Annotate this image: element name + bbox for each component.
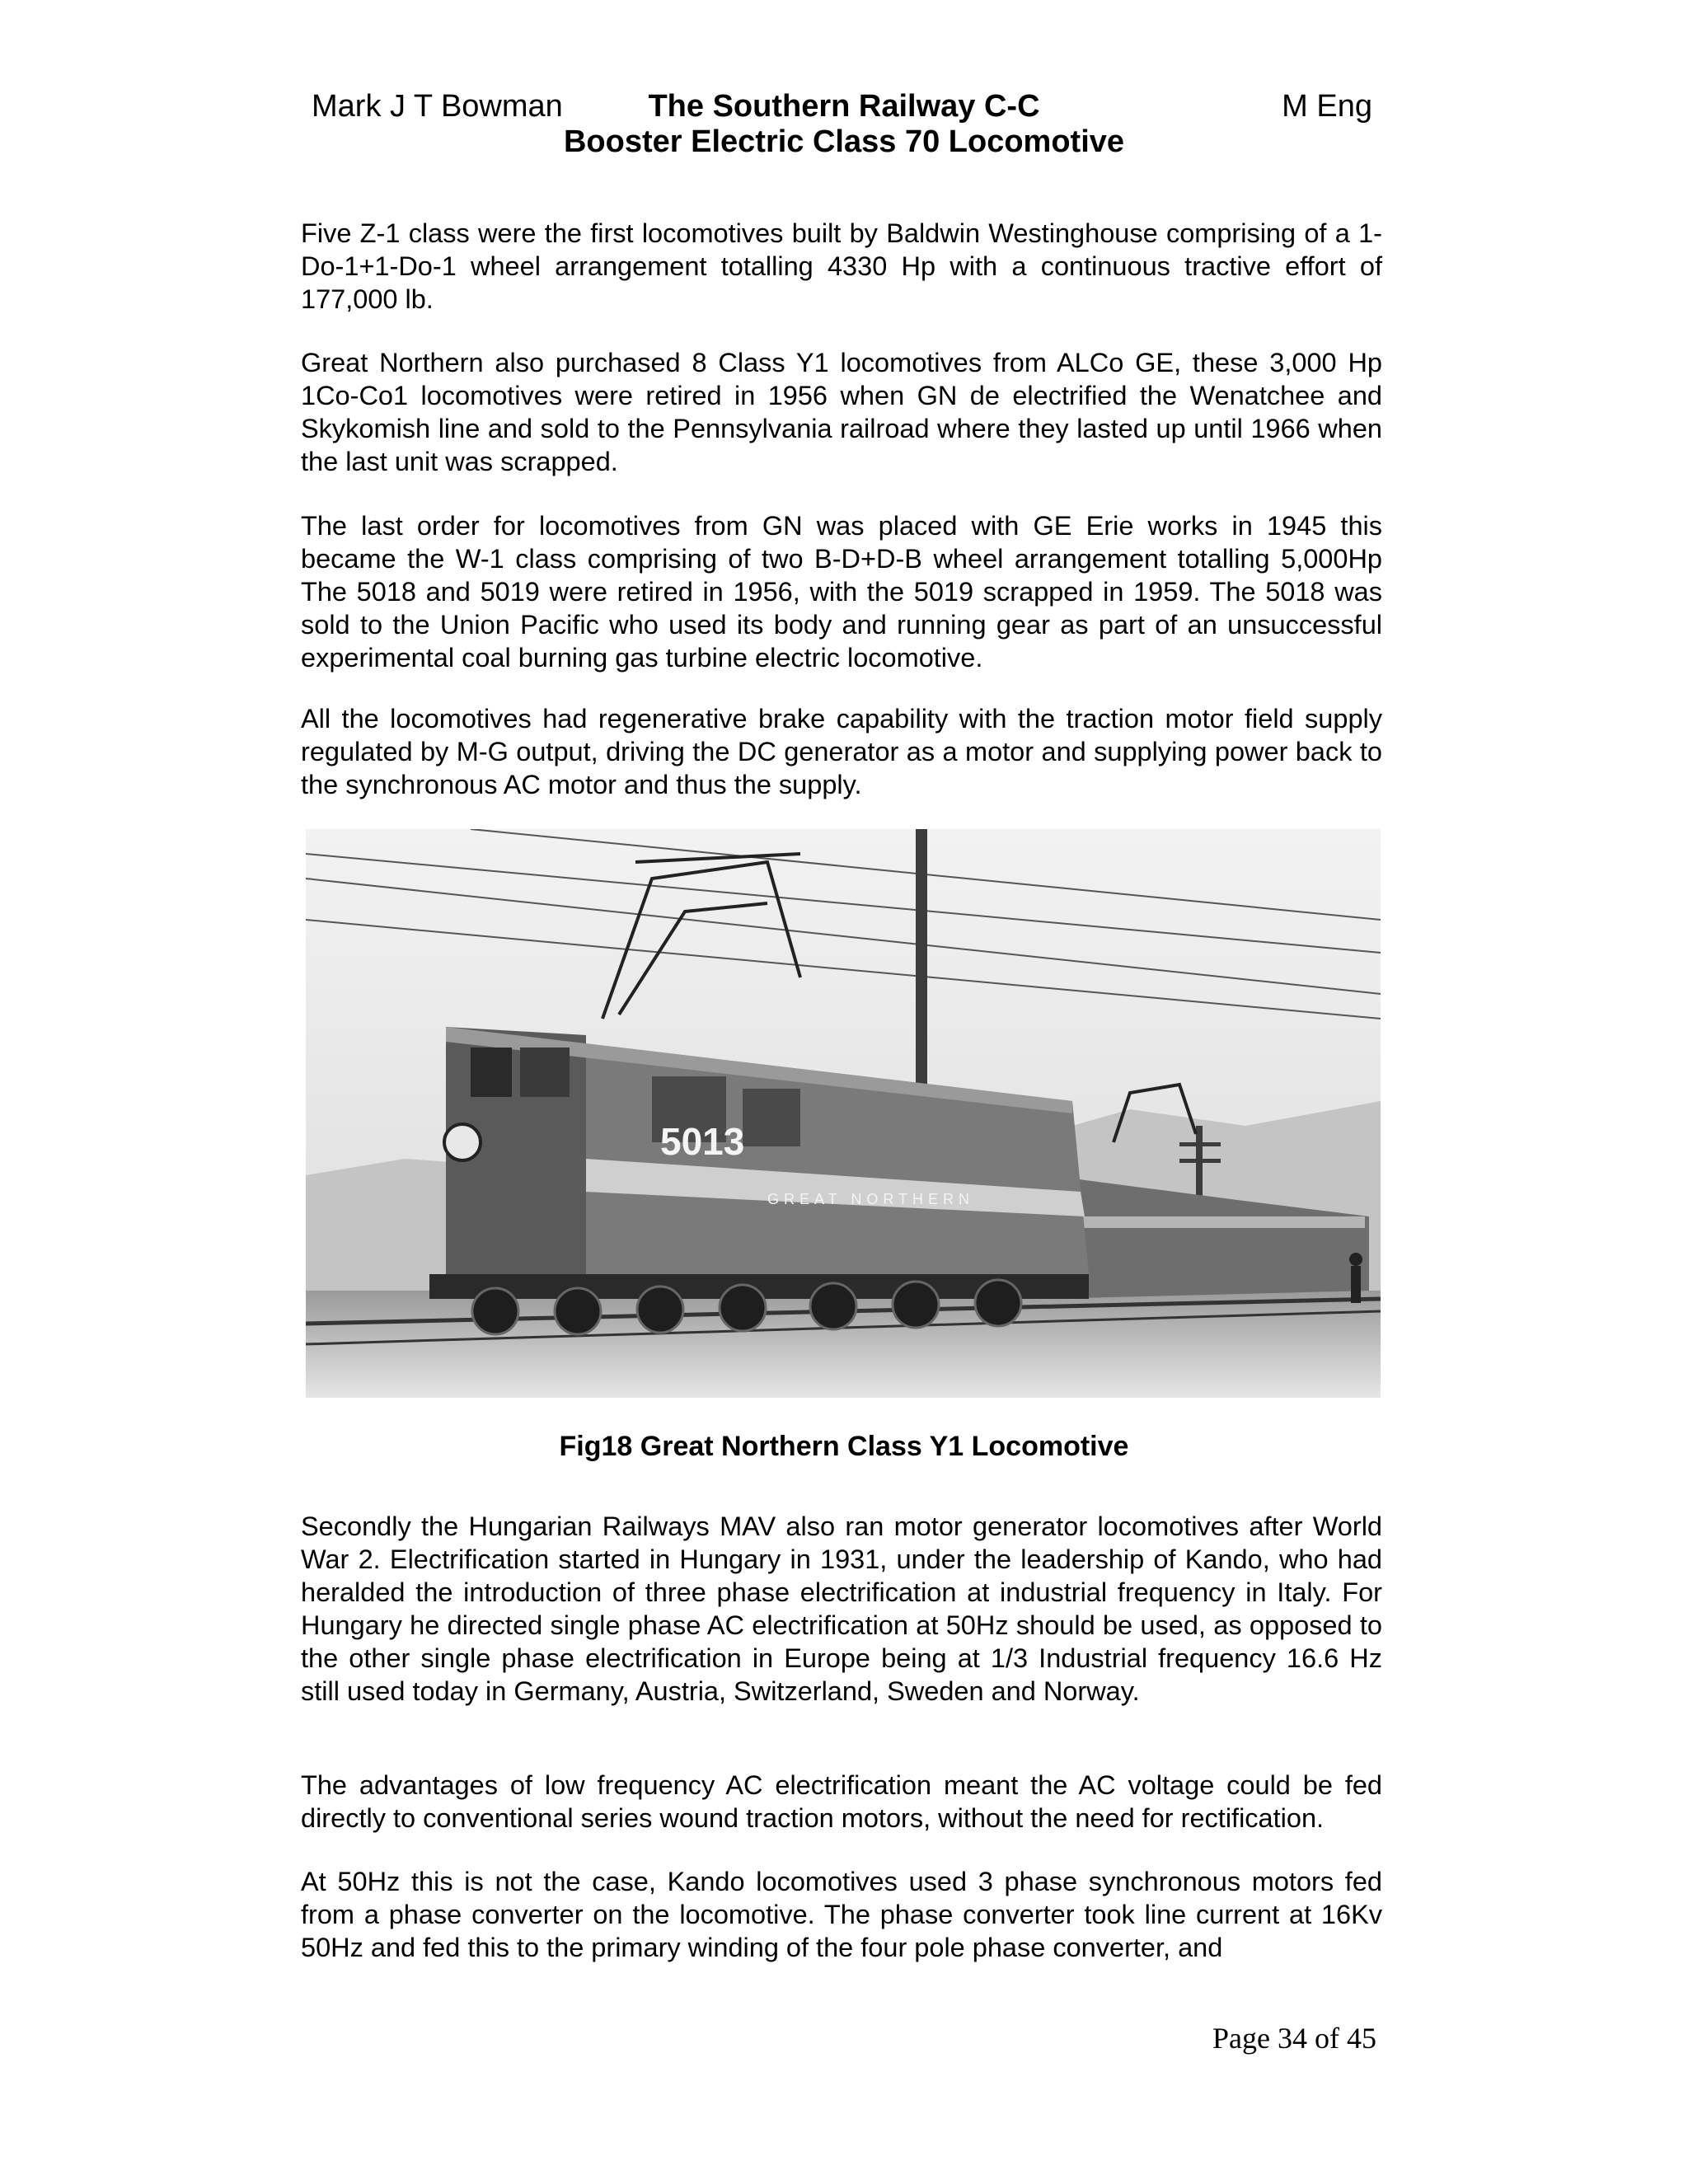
header-author: Mark J T Bowman bbox=[312, 89, 563, 124]
paragraph-kando-locomotives: At 50Hz this is not the case, Kando locomotives used 3 phase synchronous motors fed from a phase converter on the locomotive. The phase converter took line current at 16Kv 50Hz and fed this to the primary winding of the four pole phase converter, and bbox=[301, 1867, 1382, 1962]
paragraph-y1-class: Great Northern also purchased 8 Class Y1 locomotives from ALCo GE, these 3,000 Hp 1Co-Co1 locomotives were retired in 1956 when GN de electrified the Wenatchee and Skykomish line and sold to the Pennsylvania railroad where they lasted up until 1966 when the last unit was scrapped. bbox=[301, 348, 1382, 476]
locomotive-number: 5013 bbox=[660, 1120, 745, 1163]
paragraph-low-frequency-ac: The advantages of low frequency AC electrification meant the AC voltage could be fed directly to conventional series wound traction motors, without the need for rectification. bbox=[301, 1770, 1382, 1833]
paragraph-regenerative-brake: All the locomotives had regenerative brake capability with the traction motor field supply regulated by M-G output, driving the DC generator as a motor and supplying power back to the synchronous AC motor and thus the supply. bbox=[301, 704, 1382, 799]
figure-caption: Fig18 Great Northern Class Y1 Locomotive bbox=[559, 1431, 1129, 1462]
page-number: Page 34 of 45 bbox=[1212, 2022, 1376, 2055]
paragraph-z1-class: Five Z-1 class were the first locomotives built by Baldwin Westinghouse comprising of a 1-Do-1+1-Do-1 wheel arrangement totalling 4330 Hp with a continuous tractive effort of 177,000 lb. bbox=[301, 218, 1382, 314]
header-degree: M Eng bbox=[1282, 89, 1372, 124]
header-title-line2: Booster Electric Class 70 Locomotive bbox=[563, 124, 1125, 159]
locomotive-lettering: GREAT NORTHERN bbox=[767, 1191, 975, 1207]
locomotive-photo bbox=[306, 829, 1381, 1398]
header-title-line1: The Southern Railway C-C bbox=[648, 89, 1040, 124]
paragraph-w1-class: The last order for locomotives from GN was placed with GE Erie works in 1945 this became the W-1 class comprising of two B-D+D-B wheel arrangement totalling 5,000Hp The 5018 and 5019 were retired in 1956, with the 5019 scrapped in 1959. The 5018 was sold to the Union Pacific who used its body and running gear as part of an unsuccessful experimental coal burning gas turbine electric locomotive. bbox=[301, 511, 1382, 673]
paragraph-hungarian-railways: Secondly the Hungarian Railways MAV also ran motor generator locomotives after World War 2. Electrification started in Hungary in 1931, under the leadership of Kando, who had heralded the introduction of three phase electrification at industrial frequency in Italy. For Hungary he directed single phase AC electrification at 50Hz should be used, as opposed to the other single phase electrification in Europe being at 1/3 Industrial frequency 16.6 Hz still used today in Germany, Austria, Switzerland, Sweden and Norway. bbox=[301, 1511, 1382, 1706]
